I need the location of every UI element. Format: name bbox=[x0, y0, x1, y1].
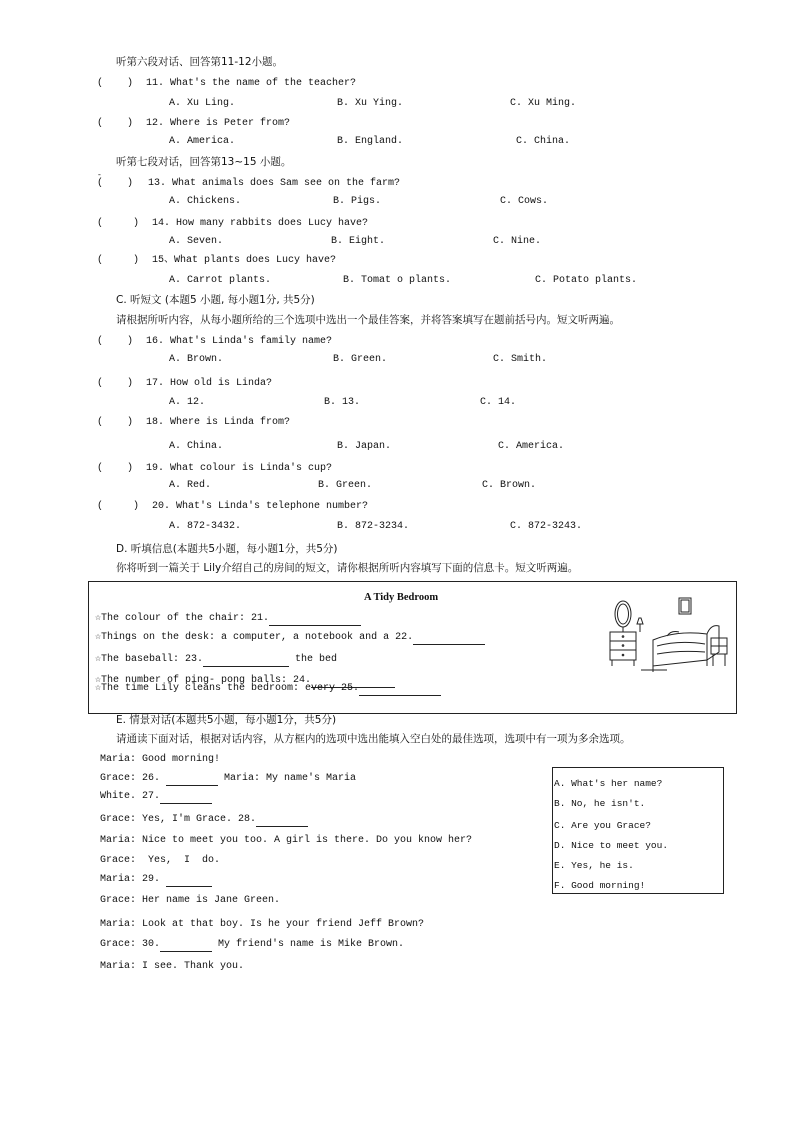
q20-answer-paren[interactable]: ( ) bbox=[97, 501, 140, 512]
q13-answer-paren[interactable]: ( ) bbox=[97, 178, 134, 189]
q19-option-a: A. Red. bbox=[169, 480, 212, 491]
q20-text: 20. What's Linda's telephone number? bbox=[152, 501, 369, 512]
q17-option-b: B. 13. bbox=[324, 397, 361, 408]
q16-text: 16. What's Linda's family name? bbox=[146, 336, 333, 347]
q15-option-c: C. Potato plants. bbox=[535, 275, 638, 286]
q19-option-b: B. Green. bbox=[318, 480, 373, 491]
blank-29[interactable] bbox=[166, 874, 212, 887]
dialog-line-8: Grace: Her name is Jane Green. bbox=[100, 895, 281, 906]
section-c-instructions: 请根据所听内容，从每小题所给的三个选项中选出一个最佳答案，并将答案填写在题前括号内。短文听两遍。 bbox=[116, 314, 620, 326]
q15-text: 15、What plants does Lucy have? bbox=[152, 255, 337, 266]
section-d-heading: D. 听填信息(本题共5小题，每小题1分，共5分) bbox=[116, 543, 338, 555]
option-b: B. No, he isn't. bbox=[554, 798, 646, 809]
q18-answer-paren[interactable]: ( ) bbox=[97, 417, 134, 428]
q13-text: 13. What animals does Sam see on the farm? bbox=[148, 178, 401, 189]
section-e-instructions: 请通读下面对话，根据对话内容，从方框内的选项中选出能填入空白处的最佳选项，选项中有一项为多余选项。 bbox=[116, 733, 631, 745]
q11-answer-paren[interactable]: ( ) bbox=[97, 78, 134, 89]
blank-27[interactable] bbox=[160, 791, 212, 804]
q17-option-c: C. 14. bbox=[480, 397, 517, 408]
dialog-line-6: Grace: Yes, I do. bbox=[100, 855, 221, 866]
q11-option-c: C. Xu Ming. bbox=[510, 98, 577, 109]
dialog-line-1: Maria: Good morning! bbox=[100, 754, 221, 765]
q17-answer-paren[interactable]: ( ) bbox=[97, 378, 134, 389]
info-line-23-label: ☆The baseball: 23. bbox=[95, 654, 204, 665]
q19-answer-paren[interactable]: ( ) bbox=[97, 463, 134, 474]
q14-option-c: C. Nine. bbox=[493, 236, 542, 247]
q14-text: 14. How many rabbits does Lucy have? bbox=[152, 218, 369, 229]
q11-text: 11. What's the name of the teacher? bbox=[146, 78, 357, 89]
q16-answer-paren[interactable]: ( ) bbox=[97, 336, 134, 347]
q18-option-c: C. America. bbox=[498, 441, 565, 452]
q11-option-a: A. Xu Ling. bbox=[169, 98, 236, 109]
dialog-line-10-suffix: My friend's name is Mike Brown. bbox=[212, 939, 405, 950]
info-line-24-label: ☆The number of ping- pong balls: 24. bbox=[95, 675, 312, 686]
blank-30[interactable] bbox=[160, 939, 212, 952]
q20-option-b: B. 872-3234. bbox=[337, 521, 410, 532]
q11-option-b: B. Xu Ying. bbox=[337, 98, 404, 109]
option-e: E. Yes, he is. bbox=[554, 860, 634, 871]
dialog-line-2 bbox=[100, 773, 356, 786]
dialog-line-3 bbox=[100, 791, 212, 804]
q19-option-c: C. Brown. bbox=[482, 480, 537, 491]
info-line-21-label: ☆The colour of the chair: 21. bbox=[95, 613, 270, 624]
dialog-line-4 bbox=[100, 814, 308, 827]
bedroom-illustration bbox=[607, 594, 733, 674]
section-d-instructions: 你将听到一篇关于 Lily介绍自己的房间的短文，请你根据所听内容填写下面的信息卡。短文听两遍。 bbox=[116, 562, 579, 574]
options-box bbox=[552, 767, 724, 894]
q17-text: 17. How old is Linda? bbox=[146, 378, 273, 389]
blank-23[interactable] bbox=[203, 654, 289, 667]
dialog-line-3-prefix: White. 27. bbox=[100, 791, 161, 802]
q12-option-a: A. America. bbox=[169, 136, 236, 147]
option-f: F. Good morning! bbox=[554, 880, 646, 891]
option-a: A. What's her name? bbox=[554, 778, 663, 789]
q14-answer-paren[interactable]: ( ) bbox=[97, 218, 140, 229]
dialog-line-10 bbox=[100, 939, 404, 952]
blank-21[interactable] bbox=[269, 613, 361, 626]
info-card-title: A Tidy Bedroom bbox=[364, 592, 439, 603]
dialog-line-7-prefix: Maria: 29. bbox=[100, 874, 167, 885]
q15-answer-paren[interactable]: ( ) bbox=[97, 255, 140, 266]
q18-option-a: A. China. bbox=[169, 441, 224, 452]
info-card bbox=[88, 581, 737, 714]
dialog-line-11: Maria: I see. Thank you. bbox=[100, 961, 245, 972]
info-line-23 bbox=[95, 654, 337, 667]
q15-option-a: A. Carrot plants. bbox=[169, 275, 272, 286]
q16-option-a: A. Brown. bbox=[169, 354, 224, 365]
q20-option-c: C. 872-3243. bbox=[510, 521, 583, 532]
q14-option-a: A. Seven. bbox=[169, 236, 224, 247]
q12-option-b: B. England. bbox=[337, 136, 404, 147]
dialog-line-2-prefix: Grace: 26. bbox=[100, 773, 167, 784]
dialog-line-5: Maria: Nice to meet you too. A girl is there. Do you know her? bbox=[100, 835, 473, 846]
q18-text: 18. Where is Linda from? bbox=[146, 417, 291, 428]
info-line-22 bbox=[95, 632, 485, 645]
blank-25[interactable] bbox=[359, 683, 441, 696]
q16-option-c: C. Smith. bbox=[493, 354, 548, 365]
info-line-23-suffix: the bed bbox=[289, 654, 338, 665]
q13-option-b: B. Pigs. bbox=[333, 196, 382, 207]
info-line-25-label: ☆The time Lily cleans the bedroom: every 25. bbox=[95, 683, 360, 694]
info-line-25 bbox=[95, 683, 441, 696]
dialog-line-10-prefix: Grace: 30. bbox=[100, 939, 161, 950]
stray-mark: - bbox=[97, 171, 102, 180]
q13-option-c: C. Cows. bbox=[500, 196, 549, 207]
q12-option-c: C. China. bbox=[516, 136, 571, 147]
dialog-line-7 bbox=[100, 874, 212, 887]
q15-option-b: B. Tomat o plants. bbox=[343, 275, 452, 286]
q20-option-a: A. 872-3432. bbox=[169, 521, 242, 532]
dialog-line-2-suffix: Maria: My name's Maria bbox=[218, 773, 357, 784]
section-c-heading: C. 听短文 (本题5 小题, 每小题1分, 共5分) bbox=[116, 294, 315, 306]
q14-option-b: B. Eight. bbox=[331, 236, 386, 247]
q17-option-a: A. 12. bbox=[169, 397, 206, 408]
q12-text: 12. Where is Peter from? bbox=[146, 118, 291, 129]
q12-answer-paren[interactable]: ( ) bbox=[97, 118, 134, 129]
section-e-heading: E. 情景对话(本题共5小题，每小题1分，共5分) bbox=[116, 714, 337, 726]
q16-option-b: B. Green. bbox=[333, 354, 388, 365]
q13-option-a: A. Chickens. bbox=[169, 196, 242, 207]
dialog-line-4-prefix: Grace: Yes, I'm Grace. 28. bbox=[100, 814, 257, 825]
dialog-line-9: Maria: Look at that boy. Is he your friend Jeff Brown? bbox=[100, 919, 425, 930]
option-c: C. Are you Grace? bbox=[554, 820, 651, 831]
q19-text: 19. What colour is Linda's cup? bbox=[146, 463, 333, 474]
blank-22[interactable] bbox=[413, 632, 485, 645]
blank-26[interactable] bbox=[166, 773, 218, 786]
option-d: D. Nice to meet you. bbox=[554, 840, 669, 851]
blank-28[interactable] bbox=[256, 814, 308, 827]
info-line-22-label: ☆Things on the desk: a computer, a notebook and a 22. bbox=[95, 632, 414, 643]
q18-option-b: B. Japan. bbox=[337, 441, 392, 452]
section-b-part7-heading: 听第七段对话，回答第13~15 小题。 bbox=[116, 156, 292, 168]
info-line-21 bbox=[95, 613, 361, 626]
section-b-part6-heading: 听第六段对话、回答第11-12小题。 bbox=[116, 56, 284, 68]
